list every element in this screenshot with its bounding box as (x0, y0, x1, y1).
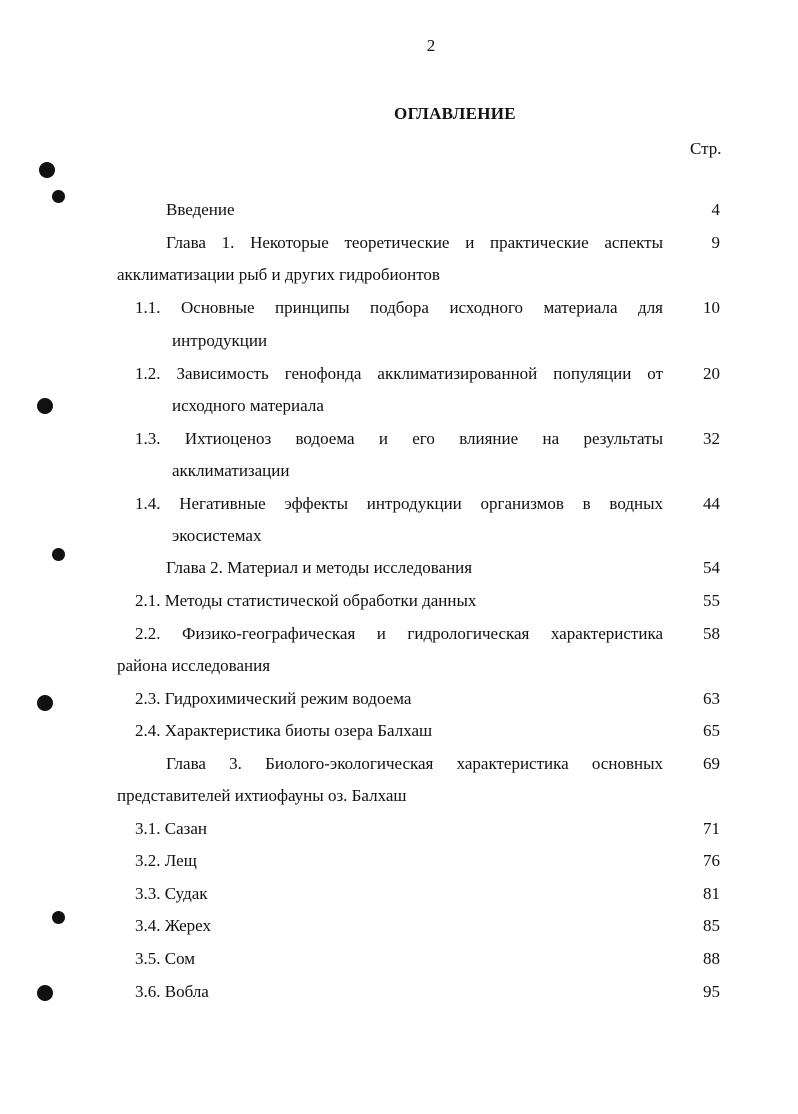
toc-entry-page: 81 (703, 884, 720, 903)
toc-entry-title: 3.1. Сазан (135, 819, 207, 838)
toc-entry-title: 3.2. Лещ (135, 851, 197, 870)
toc-entry-title: Введение (166, 200, 235, 219)
toc-entry-page: 85 (703, 916, 720, 935)
toc-entry-page: 95 (703, 982, 720, 1001)
toc-entry-title: Глава 1. Некоторые теоретические и практические аспекты (166, 233, 663, 252)
binding-hole-mark (37, 985, 53, 1001)
toc-entry-title: 1.1. Основные принципы подбора исходного материала для (135, 298, 663, 317)
toc-entry-page: 58 (703, 624, 720, 643)
toc-entry-title: 3.4. Жерех (135, 916, 211, 935)
toc-entry-title: 1.2. Зависимость генофонда акклиматизированной популяции от (135, 364, 663, 383)
toc-entry-title: 3.3. Судак (135, 884, 208, 903)
binding-hole-mark (37, 398, 53, 414)
toc-entry-page: 55 (703, 591, 720, 610)
toc-entry-title: 1.3. Ихтиоценоз водоема и его влияние на результаты (135, 429, 663, 448)
toc-entry-title-continued: района исследования (117, 656, 271, 675)
toc-entry-page: 88 (703, 949, 720, 968)
toc-entry-title: 2.2. Физико-географическая и гидрологическая характеристика (135, 624, 663, 643)
toc-entry-title-continued: представителей ихтиофауны оз. Балхаш (117, 786, 407, 805)
toc-entry-page: 65 (703, 721, 720, 740)
toc-entry-page: 20 (703, 364, 720, 383)
binding-hole-mark (52, 548, 65, 561)
toc-entry-title-continued: акклиматизации рыб и других гидробионтов (117, 265, 440, 284)
binding-hole-mark (52, 911, 65, 924)
toc-entry-title: 3.6. Вобла (135, 982, 209, 1001)
toc-entry-title: Глава 3. Биолого-экологическая характеристика основных (166, 754, 663, 773)
binding-hole-mark (52, 190, 65, 203)
toc-entry-page: 54 (703, 558, 720, 577)
toc-entry-page: 10 (703, 298, 720, 317)
toc-entry-title-continued: исходного материала (172, 396, 324, 415)
toc-entry-title-continued: интродукции (172, 331, 268, 350)
toc-entry-title-continued: акклиматизации (172, 461, 290, 480)
binding-hole-mark (37, 695, 53, 711)
toc-entry-title-continued: экосистемах (172, 526, 262, 545)
binding-hole-mark (39, 162, 55, 178)
toc-entry-page: 9 (711, 233, 720, 252)
toc-entry-page: 76 (703, 851, 720, 870)
toc-entry-title: 1.4. Негативные эффекты интродукции организмов в водных (135, 494, 663, 513)
toc-entry-title: Глава 2. Материал и методы исследования (166, 558, 473, 577)
toc-entry-page: 71 (703, 819, 720, 838)
toc-entry-page: 63 (703, 689, 720, 708)
toc-entry-title: 3.5. Сом (135, 949, 196, 968)
page-column-label: Стр. (690, 139, 722, 158)
toc-entry-title: 2.1. Методы статистической обработки данных (135, 591, 477, 610)
toc-entry-title: 2.4. Характеристика биоты озера Балхаш (135, 721, 433, 740)
toc-entry-page: 4 (711, 200, 720, 219)
toc-entry-page: 44 (703, 494, 720, 513)
toc-entry-title: 2.3. Гидрохимический режим водоема (135, 689, 412, 708)
page-number: 2 (426, 36, 436, 55)
toc-entry-page: 69 (703, 754, 720, 773)
toc-entry-page: 32 (703, 429, 720, 448)
page-title: ОГЛАВЛЕНИЕ (394, 104, 516, 123)
